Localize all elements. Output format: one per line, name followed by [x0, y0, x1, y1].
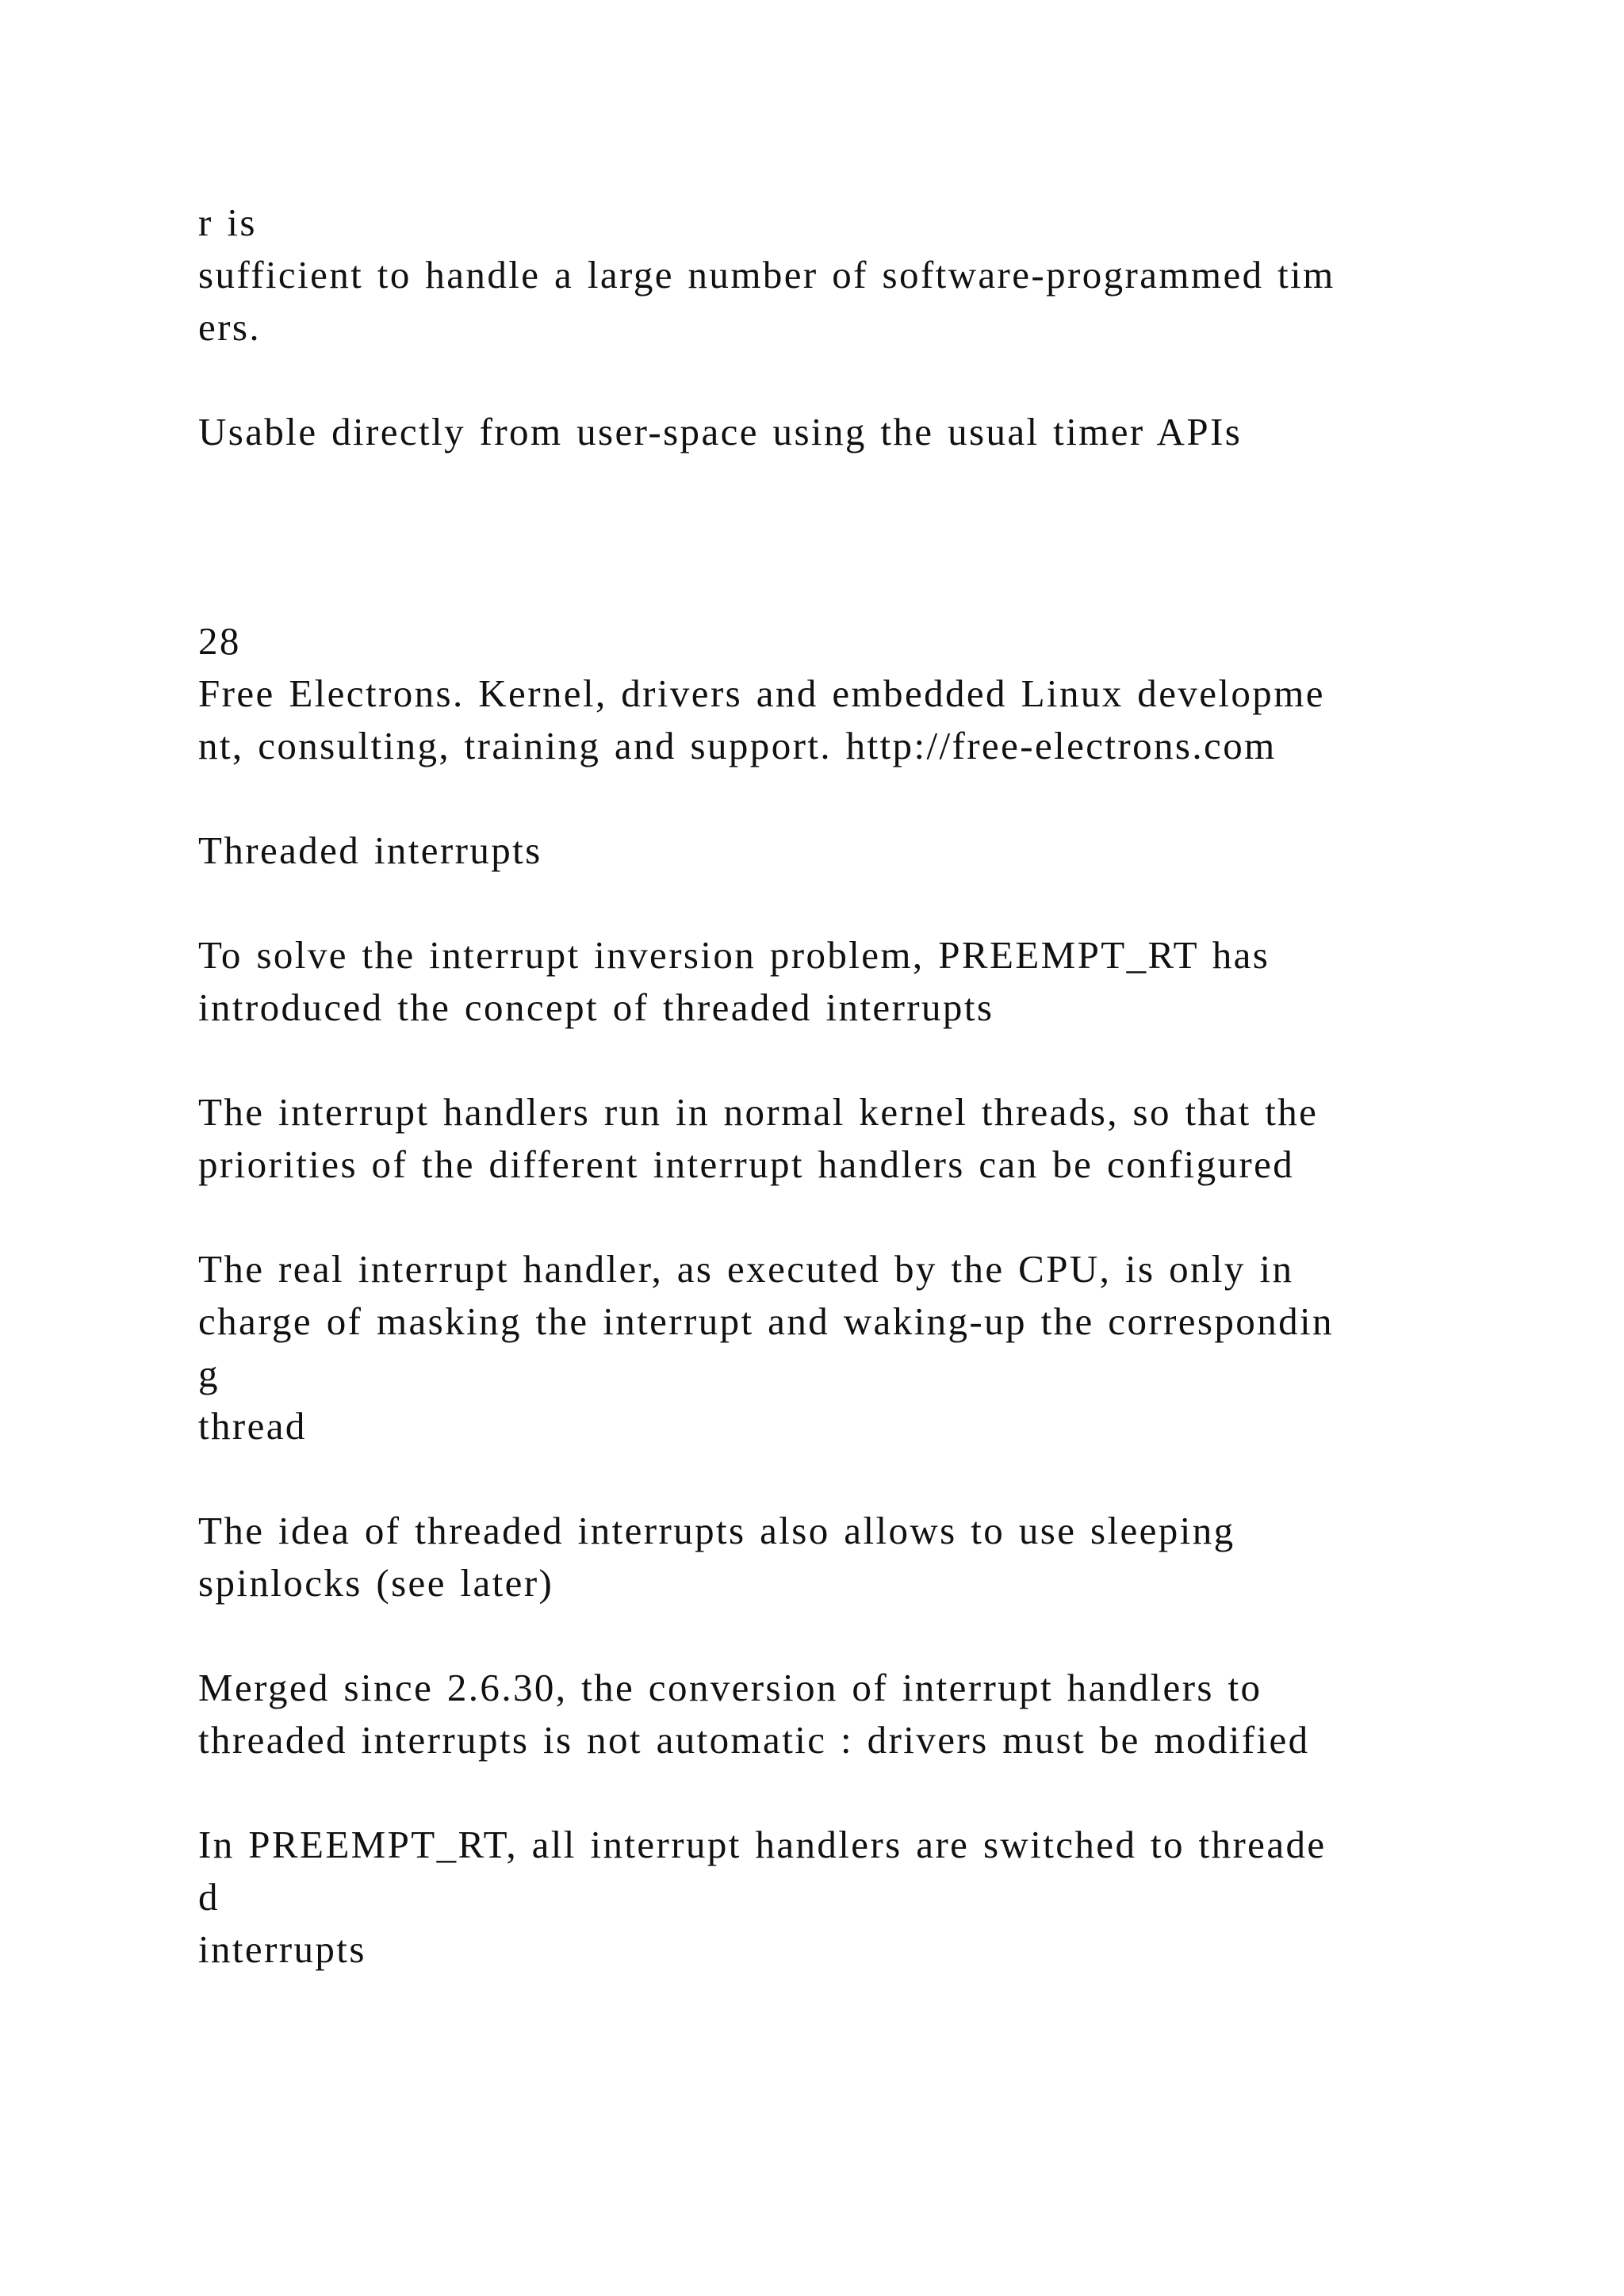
paragraph-gap [198, 354, 1546, 406]
text-line: priorities of the different interrupt handlers can be configured [198, 1142, 1295, 1186]
text-line: The idea of threaded interrupts also allows to use sleeping [198, 1509, 1235, 1552]
text-line: Usable directly from user-space using the usual timer APIs [198, 410, 1243, 453]
text-line: The real interrupt handler, as executed by the CPU, is only in [198, 1247, 1294, 1291]
text-line: introduced the concept of threaded interrupts [198, 985, 994, 1029]
text-line: g [198, 1352, 220, 1395]
paragraph-gap [198, 1034, 1546, 1086]
page-number: 28 [198, 619, 241, 663]
paragraph-gap [198, 511, 1546, 563]
paragraph-gap [198, 563, 1546, 615]
paragraph-gap [198, 1609, 1546, 1662]
paragraph-gap [198, 1452, 1546, 1505]
text-line: Merged since 2.6.30, the conversion of interrupt handlers to [198, 1666, 1262, 1709]
text-line: ers. [198, 305, 261, 349]
text-line: thread [198, 1404, 307, 1448]
text-line: d [198, 1875, 220, 1919]
paragraph-gap [198, 877, 1546, 929]
section-heading: Threaded interrupts [198, 828, 542, 872]
paragraph-gap [198, 1191, 1546, 1243]
text-line: To solve the interrupt inversion problem, PREEMPT_RT has [198, 933, 1270, 977]
document-body [198, 197, 1546, 1976]
text-line: sufficient to handle a large number of software-programmed tim [198, 253, 1335, 297]
text-line: The interrupt handlers run in normal kernel threads, so that the [198, 1090, 1319, 1134]
text-line: spinlocks (see later) [198, 1561, 554, 1605]
text-line: In PREEMPT_RT, all interrupt handlers are switched to threade [198, 1823, 1327, 1866]
footer-text-line: Free Electrons. Kernel, drivers and embedded Linux developme [198, 672, 1325, 715]
text-line: charge of masking the interrupt and waking-up the correspondin [198, 1299, 1334, 1343]
text-line: r is [198, 201, 257, 244]
paragraph-gap [198, 458, 1546, 511]
text-line: threaded interrupts is not automatic : drivers must be modified [198, 1718, 1310, 1762]
paragraph-gap [198, 1766, 1546, 1819]
text-line: interrupts [198, 1927, 366, 1971]
footer-text-line: nt, consulting, training and support. http://free-electrons.com [198, 724, 1277, 767]
paragraph-gap [198, 772, 1546, 825]
